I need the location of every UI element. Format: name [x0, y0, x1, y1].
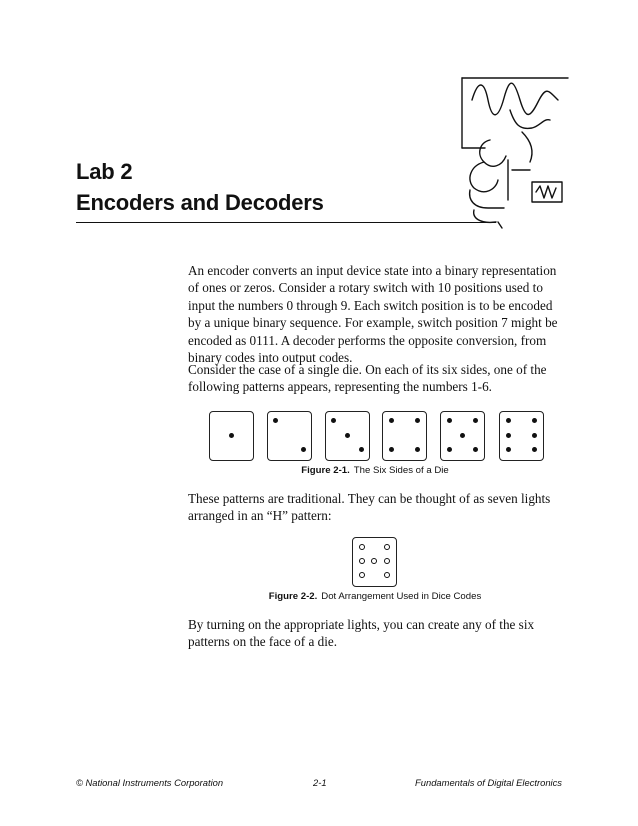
conclusion-paragraph: By turning on the appropriate lights, you can create any of the six patterns on the face of a die.: [188, 617, 535, 650]
figure-2-1-caption: [56, 465, 638, 476]
figure-label: Figure 2-2.: [268, 591, 318, 602]
pip: [506, 447, 511, 452]
pip: [359, 447, 364, 452]
footer-copyright: © National Instruments Corporation: [76, 777, 224, 788]
pip: [229, 433, 234, 438]
footer-page-number: 2-1: [313, 777, 327, 788]
die-face-6: [499, 411, 544, 461]
pip: [473, 418, 478, 423]
chapter-heading: [76, 156, 324, 218]
pip: [301, 447, 306, 452]
die-face-4: [382, 411, 427, 461]
figure-2-2-caption: [56, 591, 638, 602]
dice-faces-figure: [209, 411, 544, 463]
die-face-5: [440, 411, 485, 461]
figure-label: Figure 2-1.: [301, 465, 350, 476]
pip: [331, 418, 336, 423]
light-position: [384, 558, 390, 564]
pip: [506, 433, 511, 438]
pip: [532, 447, 537, 452]
light-position: [359, 558, 365, 564]
die-face-1: [209, 411, 254, 461]
pip: [389, 447, 394, 452]
intro-paragraph: An encoder converts an input device state into a binary representation of ones or zeros. Consider a rotary switch with 10 positions used to input the numbers 0 through 9. Each switch position is to be encoded by a unique binary sequence. For example, switch position 7 might be encoded as 0111. A decoder performs the opposite conversion, from binary codes into output codes.: [188, 263, 558, 366]
title-underline: [76, 222, 496, 223]
pip: [273, 418, 278, 423]
footer-book-title: Fundamentals of Digital Electronics: [415, 777, 562, 788]
light-position: [371, 558, 377, 564]
light-position: [384, 544, 390, 550]
figure-caption-text: The Six Sides of a Die: [353, 465, 449, 476]
pip: [473, 447, 478, 452]
chapter-title: Encoders and Decoders: [76, 190, 324, 215]
h-pattern-paragraph: These patterns are traditional. They can be thought of as seven lights arranged in an “H” pattern:: [188, 491, 551, 524]
pip: [447, 447, 452, 452]
pip: [532, 433, 537, 438]
die-face-2: [267, 411, 312, 461]
h-pattern-die: [352, 537, 397, 587]
pip: [447, 418, 452, 423]
pip: [532, 418, 537, 423]
figure-caption-text: Dot Arrangement Used in Dice Codes: [321, 591, 482, 602]
light-position: [384, 572, 390, 578]
light-position: [359, 572, 365, 578]
pip: [415, 447, 420, 452]
die-intro-paragraph: Consider the case of a single die. On each of its six sides, one of the following patterns appears, representing the numbers 1-6.: [188, 362, 547, 395]
pip: [389, 418, 394, 423]
die-face-3: [325, 411, 370, 461]
pip: [506, 418, 511, 423]
engineer-illustration-icon: [440, 70, 570, 230]
lab-number: Lab 2: [76, 159, 133, 184]
pip: [345, 433, 350, 438]
pip: [415, 418, 420, 423]
pip: [460, 433, 465, 438]
light-position: [359, 544, 365, 550]
